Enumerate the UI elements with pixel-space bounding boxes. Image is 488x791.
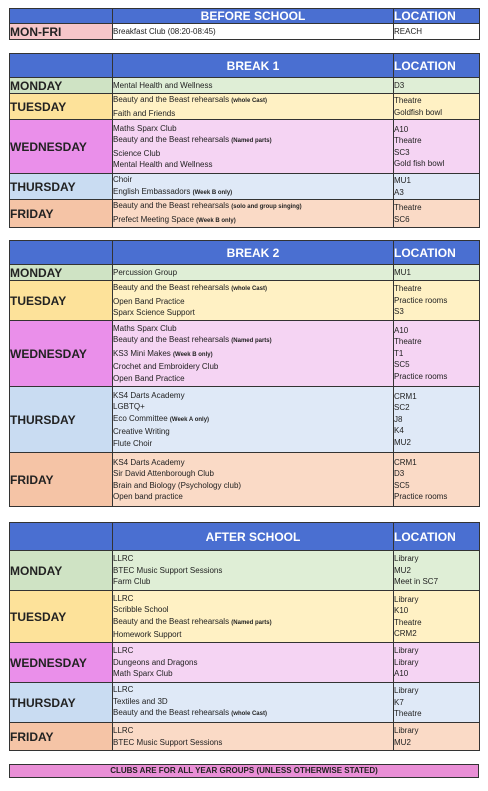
location: MU2	[394, 437, 411, 447]
before-school-table	[9, 8, 480, 40]
activity-cell	[113, 453, 394, 507]
activity-cell	[113, 200, 394, 228]
location-cell	[394, 591, 480, 643]
location-cell	[394, 551, 480, 591]
location: K4	[394, 426, 404, 436]
activity: Science Club	[113, 148, 161, 158]
activity-cell	[113, 387, 394, 453]
activity: KS3 Mini Makes (Week B only)	[113, 348, 213, 358]
activity-cell	[113, 120, 394, 174]
location-cell	[394, 174, 480, 200]
day-label: WEDNESDAY	[10, 120, 113, 174]
activity: Maths Sparx Club	[113, 323, 177, 333]
activity: KS4 Darts Academy	[113, 390, 185, 400]
day-label: MONDAY	[10, 551, 113, 591]
location: Library	[394, 594, 419, 604]
location: SC5	[394, 480, 410, 490]
break1-table	[9, 53, 480, 228]
day-label: THURSDAY	[10, 387, 113, 453]
day-label: FRIDAY	[10, 723, 113, 751]
activity: LLRC	[113, 685, 134, 695]
activity: LLRC	[113, 554, 134, 564]
activity: Percussion Group	[113, 267, 178, 277]
activity: Faith and Friends	[113, 108, 176, 118]
header-spacer	[10, 241, 113, 265]
activity-cell	[113, 94, 394, 120]
location: SC6	[394, 214, 410, 224]
activity: Open Band Practice	[113, 373, 185, 383]
activity: Sir David Attenborough Club	[113, 469, 214, 478]
location: Theatre	[394, 617, 422, 627]
location: A10	[394, 669, 409, 679]
activity: Beauty and the Beast rehearsals (Named parts)	[113, 135, 272, 144]
location: Library	[394, 686, 419, 696]
activity: Beauty and the Beast rehearsals (whole Cast)	[113, 283, 267, 293]
location-cell	[394, 78, 480, 94]
activity: Brain and Biology (Psychology club)	[113, 480, 242, 490]
location-cell	[394, 683, 480, 723]
location: SC2	[394, 403, 410, 413]
activity: KS4 Darts Academy	[113, 457, 185, 467]
activity: Beauty and the Beast rehearsals (solo and group singing)	[113, 201, 302, 210]
section-title: BREAK 1	[113, 54, 394, 78]
activity: Creative Writing	[113, 427, 170, 437]
activity: Mental Health and Wellness	[113, 80, 213, 90]
activity: Textiles and 3D	[113, 696, 168, 706]
location: K7	[394, 697, 404, 707]
location-cell	[394, 723, 480, 751]
section-title: AFTER SCHOOL	[113, 523, 394, 551]
activity: LGBTQ+	[113, 402, 145, 412]
location: Goldfish bowl	[394, 107, 443, 117]
location: Theatre	[394, 96, 422, 105]
location: S3	[394, 307, 404, 317]
activity: Crochet and Embroidery Club	[113, 362, 219, 372]
activity: Open Band Practice	[113, 296, 185, 306]
location: REACH	[394, 26, 423, 36]
activity: BTEC Music Support Sessions	[113, 565, 223, 575]
header-spacer	[10, 523, 113, 551]
activity: LLRC	[113, 593, 134, 603]
activity: Beauty and the Beast rehearsals (Named parts)	[113, 335, 272, 345]
day-label: MON-FRI	[10, 24, 113, 40]
location: A10	[394, 124, 409, 134]
day-label: FRIDAY	[10, 453, 113, 507]
activity-cell	[113, 24, 394, 40]
location-header: LOCATION	[394, 54, 480, 78]
activity: Scribble School	[113, 605, 169, 614]
location-header: LOCATION	[394, 523, 480, 551]
activity-cell	[113, 643, 394, 683]
activity: Beauty and the Beast rehearsals (whole Cast)	[113, 95, 267, 104]
activity: Eco Committee (Week A only)	[113, 413, 210, 423]
activity: English Embassadors (Week B only)	[113, 186, 233, 196]
location: Library	[394, 657, 419, 667]
day-label: WEDNESDAY	[10, 643, 113, 683]
location: CRM2	[394, 629, 417, 638]
activity-cell	[113, 174, 394, 200]
break2-table	[9, 240, 480, 507]
location: MU1	[394, 267, 411, 277]
location-cell	[394, 24, 480, 40]
header-spacer	[10, 54, 113, 78]
location: Library	[394, 554, 419, 564]
location: Meet in SC7	[394, 577, 439, 587]
activity-cell	[113, 321, 394, 387]
activity-cell	[113, 723, 394, 751]
activity: Homework Support	[113, 630, 182, 639]
location-cell	[394, 281, 480, 321]
activity-cell	[113, 551, 394, 591]
after-school-table	[9, 522, 480, 751]
location-cell	[394, 643, 480, 683]
location: A10	[394, 325, 409, 335]
activity: Open band practice	[113, 492, 183, 501]
location-cell	[394, 120, 480, 174]
location-cell	[394, 387, 480, 453]
day-label: FRIDAY	[10, 200, 113, 228]
activity-cell	[113, 265, 394, 281]
activity: Prefect Meeting Space (Week B only)	[113, 214, 236, 224]
day-label: THURSDAY	[10, 174, 113, 200]
location: CRM1	[394, 457, 417, 467]
location: Practice rooms	[394, 492, 448, 501]
location: SC3	[394, 147, 410, 157]
location: K10	[394, 606, 409, 615]
activity: BTEC Music Support Sessions	[113, 737, 223, 747]
location: Theatre	[394, 709, 422, 719]
activity: Math Sparx Club	[113, 669, 173, 679]
day-label: THURSDAY	[10, 683, 113, 723]
location: T1	[394, 348, 404, 358]
location-cell	[394, 200, 480, 228]
location: D3	[394, 80, 405, 90]
activity-cell	[113, 683, 394, 723]
location: MU1	[394, 176, 411, 185]
section-title: BEFORE SCHOOL	[113, 9, 394, 24]
activity: Maths Sparx Club	[113, 123, 177, 133]
location-cell	[394, 94, 480, 120]
day-label: TUESDAY	[10, 94, 113, 120]
day-label: TUESDAY	[10, 281, 113, 321]
activity: Beauty and the Beast rehearsals (Named parts)	[113, 616, 272, 626]
activity: Breakfast Club (08:20-08:45)	[113, 26, 216, 36]
activity: Mental Health and Wellness	[113, 160, 213, 169]
location: A3	[394, 187, 404, 197]
location: Practice rooms	[394, 371, 448, 381]
day-label: TUESDAY	[10, 591, 113, 643]
activity-cell	[113, 591, 394, 643]
location: Gold fish bowl	[394, 159, 445, 168]
day-label: MONDAY	[10, 78, 113, 94]
activity: Farm Club	[113, 577, 151, 587]
location-header: LOCATION	[394, 9, 480, 24]
activity: Flute Choir	[113, 438, 153, 448]
location: Theatre	[394, 203, 422, 212]
location-cell	[394, 453, 480, 507]
location: Library	[394, 646, 419, 656]
activity: LLRC	[113, 646, 134, 656]
location: CRM1	[394, 391, 417, 401]
activity-cell	[113, 281, 394, 321]
day-label: WEDNESDAY	[10, 321, 113, 387]
location-header: LOCATION	[394, 241, 480, 265]
location: Library	[394, 726, 419, 735]
section-title: BREAK 2	[113, 241, 394, 265]
activity: Sparx Science Support	[113, 308, 195, 318]
location: Practice rooms	[394, 295, 448, 305]
location: SC5	[394, 360, 410, 370]
location: J8	[394, 414, 403, 424]
header-spacer	[10, 9, 113, 24]
day-label: MONDAY	[10, 265, 113, 281]
activity: Dungeons and Dragons	[113, 657, 198, 667]
activity: LLRC	[113, 726, 134, 735]
activity-cell	[113, 78, 394, 94]
location: D3	[394, 469, 405, 478]
location-cell	[394, 321, 480, 387]
location: Theatre	[394, 136, 422, 145]
location-cell	[394, 265, 480, 281]
activity: Beauty and the Beast rehearsals (whole Cast)	[113, 708, 267, 718]
location: Theatre	[394, 284, 422, 294]
location: Theatre	[394, 337, 422, 347]
location: MU2	[394, 737, 411, 747]
activity: Choir	[113, 175, 133, 184]
location: MU2	[394, 565, 411, 575]
footer-note: CLUBS ARE FOR ALL YEAR GROUPS (UNLESS OTHERWISE STATED)	[9, 764, 479, 778]
